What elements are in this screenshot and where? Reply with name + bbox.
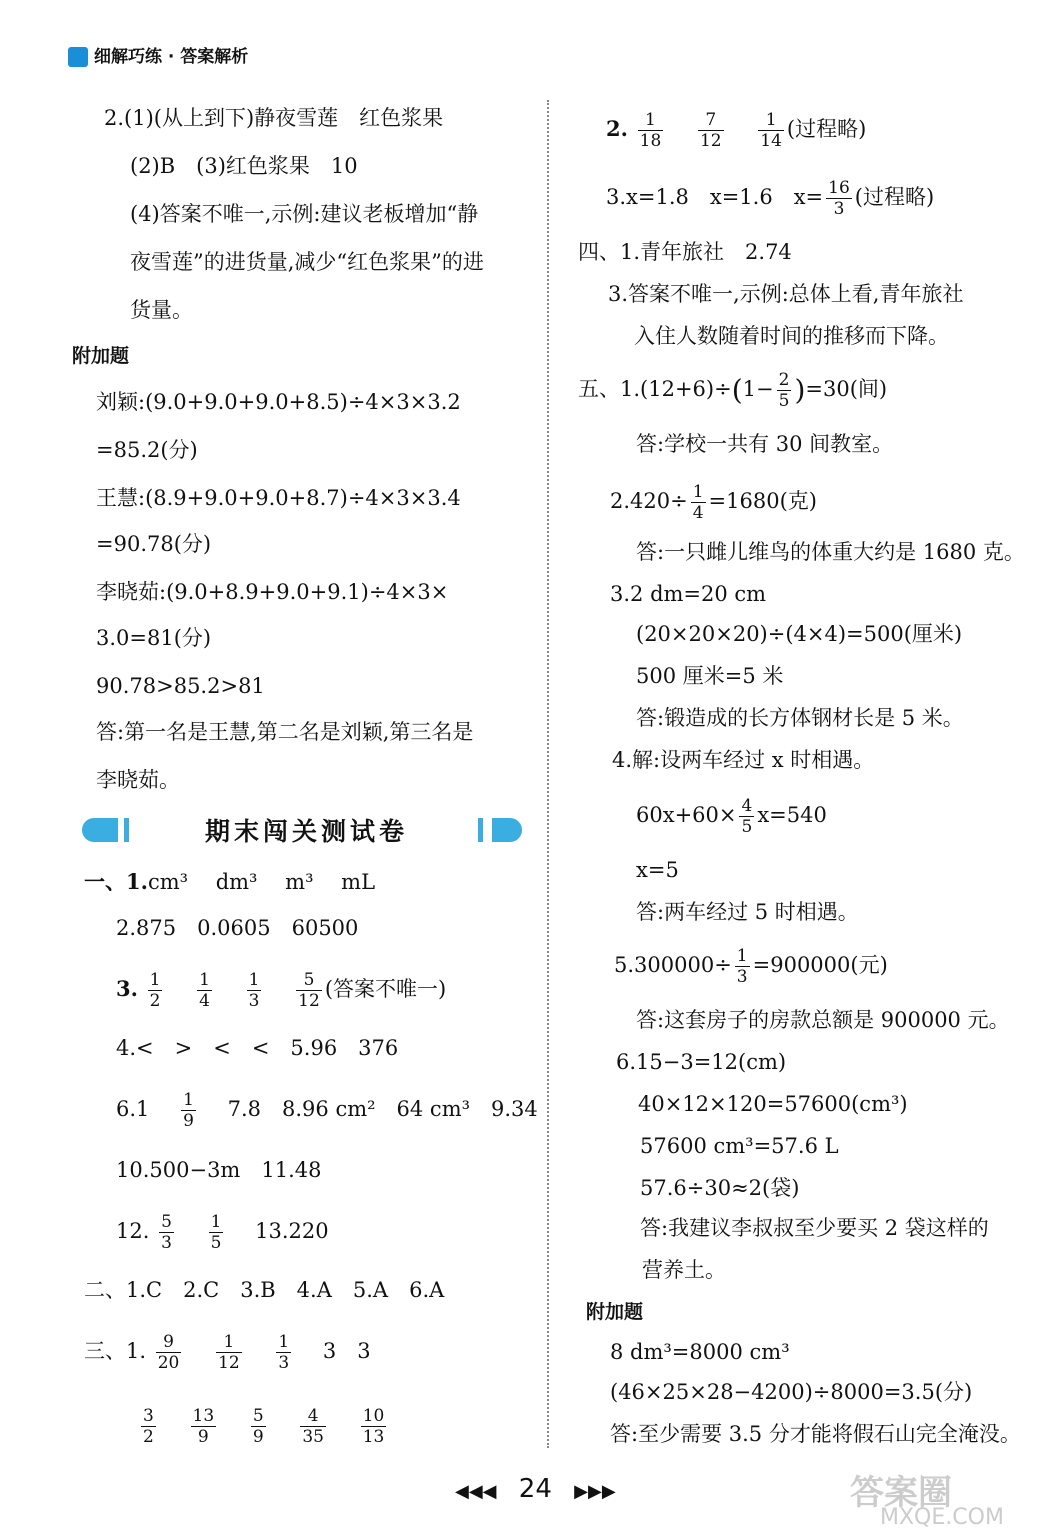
answer-line: x=5 bbox=[636, 858, 679, 882]
fraction: $\frac{10}{13}$ bbox=[362, 1406, 385, 1447]
fraction: $\frac{1}{14}$ bbox=[760, 110, 782, 151]
bonus-heading: 附加题 bbox=[586, 1301, 644, 1323]
answer-line: 答:至少需要 3.5 分才能将假石山完全淹没。 bbox=[610, 1422, 1021, 1446]
answer-line: 4.解:设两车经过 x 时相遇。 bbox=[612, 748, 875, 772]
fraction: $\frac{4}{35}$ bbox=[302, 1406, 324, 1447]
answer-line: 夜雪莲”的进货量,减少“红色浆果”的进 bbox=[130, 250, 484, 274]
answer-line: 2.420÷ $\frac{1}{4}$ =1680(克) bbox=[610, 482, 817, 523]
answer-line: 五、1.(12+6)÷(1− $\frac{2}{5}$ )=30(间) bbox=[578, 370, 888, 411]
fraction: $\frac{1}{3}$ bbox=[248, 970, 260, 1011]
answer-line: 2. $\frac{1}{18}$ $\frac{7}{12}$ $\frac{1}{14}$ (过程略) bbox=[606, 110, 867, 151]
answer-line: 4.< > < < 5.96 376 bbox=[116, 1036, 399, 1060]
fraction: $\frac{1}{3}$ bbox=[736, 946, 748, 987]
next-arrows-icon: ▶▶▶ bbox=[574, 1481, 616, 1502]
answer-line: 答:学校一共有 30 间教室。 bbox=[636, 432, 894, 456]
answer-line: 营养土。 bbox=[642, 1258, 726, 1282]
column-divider bbox=[547, 100, 549, 1448]
answer-line: 2.(1)(从上到下)静夜雪莲 红色浆果 bbox=[104, 106, 444, 130]
answer-line: 答:锻造成的长方体钢材长是 5 米。 bbox=[636, 706, 964, 730]
answer-line: 三、1. $\frac{9}{20}$ $\frac{1}{12}$ $\frac{1}{3}$ 3 3 bbox=[84, 1332, 371, 1373]
answer-line: 500 厘米=5 米 bbox=[636, 664, 784, 688]
bonus-heading: 附加题 bbox=[72, 345, 130, 367]
answer-line: 一、1.cm³ dm³ m³ mL bbox=[84, 869, 376, 894]
answer-line: 6.1 $\frac{1}{9}$ 7.8 8.96 cm² 64 cm³ 9.34 bbox=[116, 1090, 538, 1131]
fraction: $\frac{16}{3}$ bbox=[828, 178, 850, 219]
answer-line: 8 dm³=8000 cm³ bbox=[610, 1340, 790, 1364]
page-number-bar bbox=[455, 1474, 616, 1504]
title-decoration-right-bar bbox=[478, 818, 483, 842]
fraction: $\frac{4}{5}$ bbox=[741, 796, 753, 837]
answer-line: 5.300000÷ $\frac{1}{3}$ =900000(元) bbox=[614, 946, 888, 987]
answer-line: 3.x=1.8 x=1.6 x= $\frac{16}{3}$ (过程略) bbox=[606, 178, 935, 219]
answer-line: (20×20×20)÷(4×4)=500(厘米) bbox=[636, 622, 963, 646]
page-number: 24 bbox=[518, 1474, 552, 1504]
answer-line: 四、1.青年旅社 2.74 bbox=[578, 240, 792, 264]
fraction: $\frac{1}{5}$ bbox=[210, 1212, 222, 1253]
answer-line: 王慧:(8.9+9.0+9.0+8.7)÷4×3×3.4 bbox=[96, 486, 461, 510]
fraction: $\frac{1}{18}$ bbox=[639, 110, 662, 151]
title-decoration-right bbox=[492, 818, 522, 842]
answer-line bbox=[138, 1400, 389, 1450]
prev-arrows-icon: ◀◀◀ bbox=[455, 1481, 497, 1502]
answer-line: 刘颖:(9.0+9.0+9.0+8.5)÷4×3×3.2 bbox=[96, 390, 461, 414]
fraction: $\frac{7}{12}$ bbox=[699, 110, 722, 151]
fraction: $\frac{5}{9}$ bbox=[252, 1406, 264, 1447]
answer-line: 3. $\frac{1}{2}$ $\frac{1}{4}$ $\frac{1}{3}$ $\frac{5}{12}$ (答案不唯一) bbox=[116, 970, 447, 1011]
fraction: $\frac{1}{3}$ bbox=[278, 1332, 290, 1373]
answer-line: 3.0=81(分) bbox=[96, 626, 212, 650]
title-decoration-left-bar bbox=[124, 818, 129, 842]
answer-line: 二、1.C 2.C 3.B 4.A 5.A 6.A bbox=[84, 1278, 445, 1302]
section-title: 期末闯关测试卷 bbox=[205, 817, 409, 846]
fraction: $\frac{5}{3}$ bbox=[161, 1212, 172, 1253]
answer-line: 57.6÷30≈2(袋) bbox=[640, 1176, 800, 1200]
fraction: $\frac{2}{5}$ bbox=[778, 370, 790, 411]
answer-line: 3.2 dm=20 cm bbox=[610, 582, 767, 606]
watermark-logo: 答案圈 bbox=[850, 1473, 952, 1513]
fraction: $\frac{1}{9}$ bbox=[183, 1090, 194, 1131]
answer-line: 答:我建议李叔叔至少要买 2 袋这样的 bbox=[640, 1216, 989, 1240]
answer-line: 入住人数随着时间的推移而下降。 bbox=[634, 324, 949, 348]
answer-line: 答:一只雌儿维鸟的体重大约是 1680 克。 bbox=[636, 540, 1025, 564]
answer-line: 57600 cm³=57.6 L bbox=[640, 1134, 839, 1158]
fraction: $\frac{3}{2}$ bbox=[143, 1406, 154, 1447]
answer-line: (4)答案不唯一,示例:建议老板增加“静 bbox=[130, 202, 479, 226]
answer-line: (2)B (3)红色浆果 10 bbox=[130, 154, 358, 178]
answer-line: =90.78(分) bbox=[96, 532, 212, 556]
answer-line: 40×12×120=57600(cm³) bbox=[638, 1092, 908, 1116]
answer-line: 2.875 0.0605 60500 bbox=[116, 916, 359, 940]
answer-line: 李晓茹。 bbox=[96, 768, 180, 792]
running-header bbox=[68, 42, 248, 67]
fraction: $\frac{13}{9}$ bbox=[192, 1406, 215, 1447]
fraction: $\frac{1}{12}$ bbox=[218, 1332, 240, 1373]
watermark-url: MXQE.COM bbox=[880, 1505, 1004, 1530]
fraction: $\frac{1}{2}$ bbox=[149, 970, 161, 1011]
title-decoration-left bbox=[82, 818, 118, 842]
answer-line: 12. $\frac{5}{3}$ $\frac{1}{5}$ 13.220 bbox=[116, 1212, 329, 1253]
answer-line: (46×25×28−4200)÷8000=3.5(分) bbox=[610, 1380, 973, 1404]
fraction: $\frac{5}{12}$ bbox=[298, 970, 320, 1011]
answer-line: 60x+60× $\frac{4}{5}$ x=540 bbox=[636, 796, 827, 837]
answer-line: 李晓茹:(9.0+8.9+9.0+9.1)÷4×3× bbox=[96, 580, 449, 604]
header-title: 细解巧练 · 答案解析 bbox=[94, 47, 249, 67]
answer-line: =85.2(分) bbox=[96, 438, 198, 462]
fraction: $\frac{1}{4}$ bbox=[692, 482, 704, 523]
answer-line: 6.15−3=12(cm) bbox=[616, 1050, 787, 1074]
answer-line: 货量。 bbox=[130, 298, 193, 322]
answer-line: 答:第一名是王慧,第二名是刘颖,第三名是 bbox=[96, 720, 474, 744]
answer-line: 答:这套房子的房款总额是 900000 元。 bbox=[636, 1008, 1010, 1032]
book-logo-icon bbox=[68, 47, 88, 67]
answer-line: 10.500−3m 11.48 bbox=[116, 1158, 322, 1182]
fraction: $\frac{1}{4}$ bbox=[199, 970, 210, 1011]
answer-line: 答:两车经过 5 时相遇。 bbox=[636, 900, 859, 924]
answer-line: 3.答案不唯一,示例:总体上看,青年旅社 bbox=[608, 282, 964, 306]
fraction: $\frac{9}{20}$ bbox=[157, 1332, 180, 1373]
answer-line: 90.78>85.2>81 bbox=[96, 674, 265, 698]
